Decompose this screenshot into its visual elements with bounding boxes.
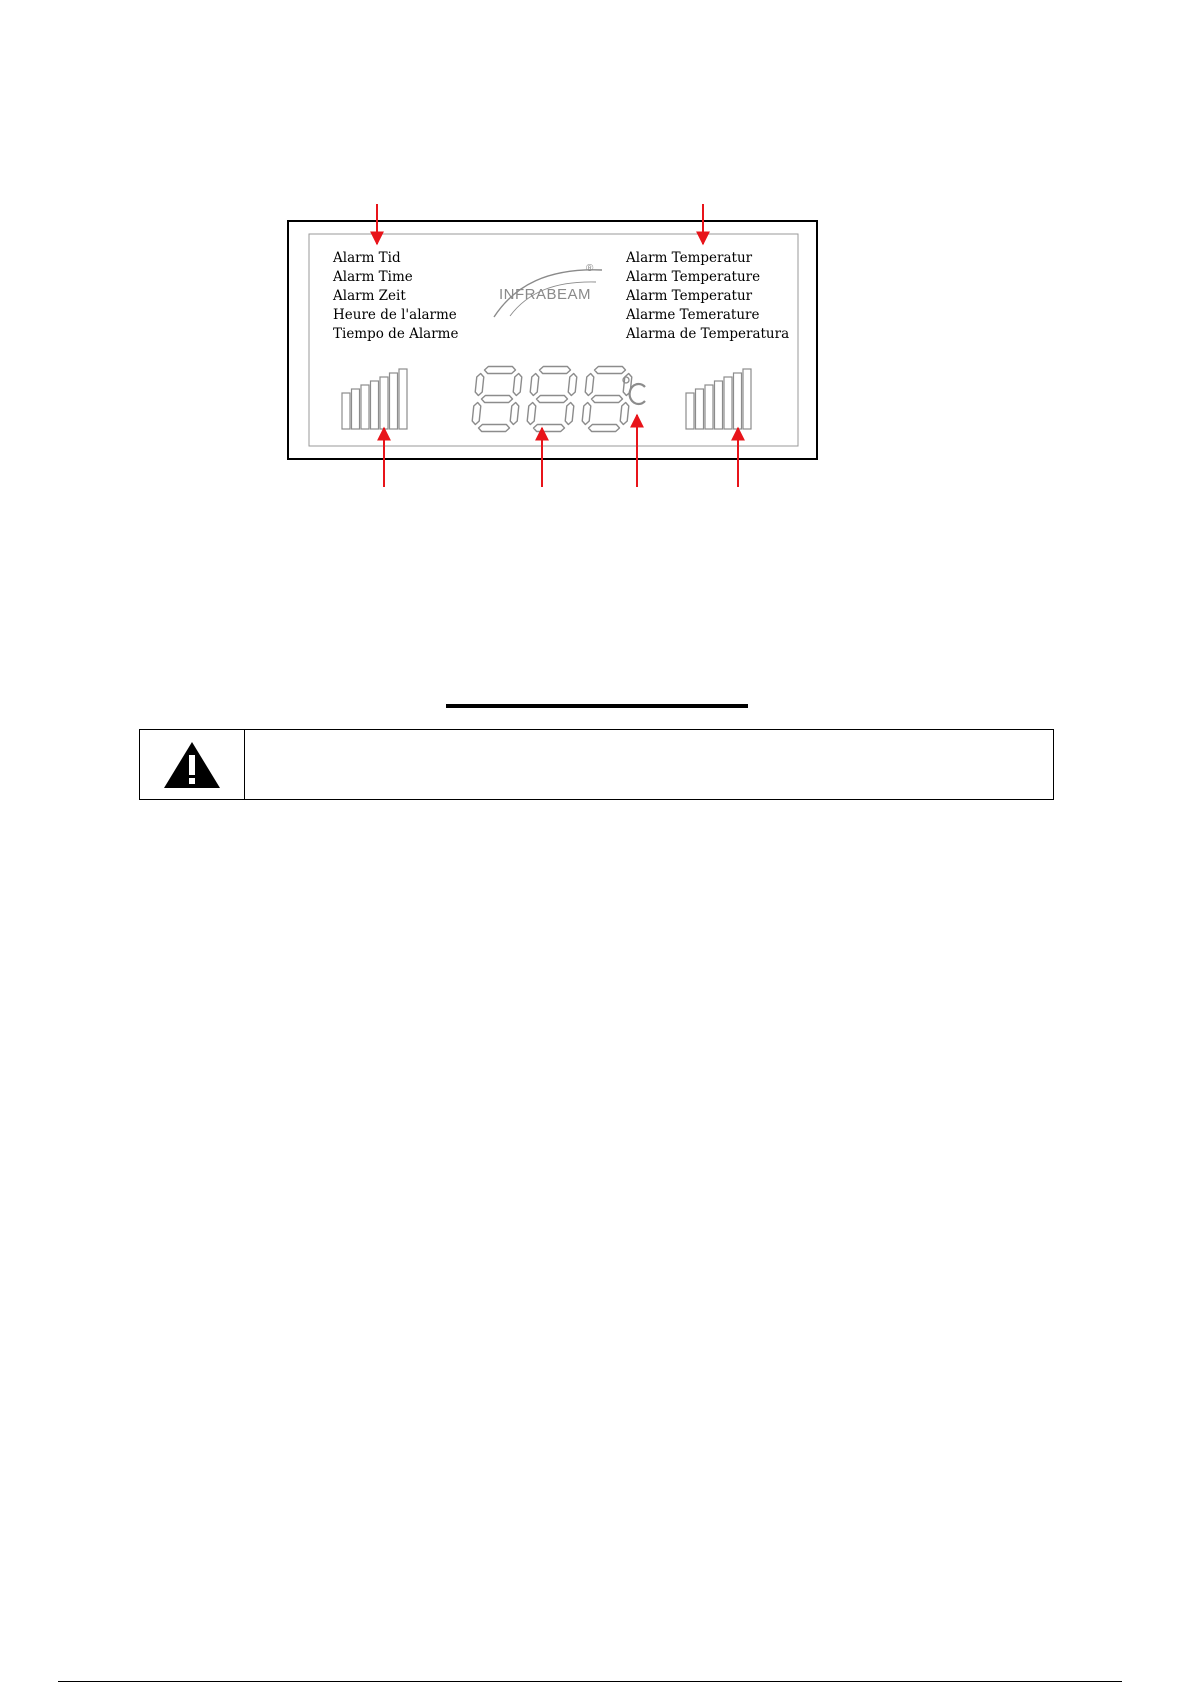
alarm-temperature-bar-segment [734, 373, 742, 429]
alarm-temperature-labels [625, 250, 789, 342]
alarm-time-bar-segment [352, 389, 360, 429]
digit-segment [510, 403, 519, 425]
seven-segment-digit [582, 367, 632, 432]
section-heading-rule [446, 704, 748, 708]
digit-segment [540, 367, 571, 374]
alarm-time-bargraph [342, 369, 407, 429]
warning-text-cell [245, 730, 1053, 799]
digit-segment [513, 374, 522, 396]
digit-segment [485, 367, 516, 374]
digit-segment [475, 374, 484, 396]
alarm-time-bar-segment [371, 381, 379, 429]
digit-segment [482, 396, 513, 403]
alarm-temperature-label: Alarm Temperatur [626, 288, 753, 304]
alarm-temperature-label: Alarm Temperature [626, 269, 761, 285]
alarm-time-label: Heure de l'alarme [333, 307, 457, 323]
digit-segment [568, 374, 577, 396]
alarm-time-bar-segment [380, 377, 388, 429]
seven-segment-digit [527, 367, 577, 432]
digit-segment [534, 425, 565, 432]
alarm-temperature-bar-segment [705, 385, 713, 429]
digit-segment [595, 367, 626, 374]
warning-icon-cell [140, 730, 245, 799]
callout-arrows [377, 204, 738, 487]
alarm-temperature-bar-segment [686, 393, 694, 429]
alarm-temperature-bar-segment [743, 369, 751, 429]
alarm-temperature-bar-segment [715, 381, 723, 429]
alarm-temperature-bar-segment [724, 377, 732, 429]
warning-triangle-icon [162, 740, 222, 790]
digit-segment [592, 396, 623, 403]
alarm-time-label: Alarm Tid [333, 250, 401, 266]
digit-segment [565, 403, 574, 425]
digit-segment [530, 374, 539, 396]
infrabeam-logo [494, 263, 602, 317]
alarm-time-bar-segment [361, 385, 369, 429]
digit-segment [620, 403, 629, 425]
alarm-temperature-label: Alarma de Temperatura [626, 326, 790, 342]
digit-segment [589, 425, 620, 432]
alarm-time-label: Alarm Zeit [333, 288, 406, 304]
warning-box [139, 729, 1054, 800]
alarm-time-bar-segment [399, 369, 407, 429]
digit-segment [479, 425, 510, 432]
footer-rule [58, 1681, 1122, 1682]
alarm-temperature-label: Alarm Temperatur [626, 250, 753, 266]
alarm-time-labels [332, 250, 458, 342]
alarm-temperature-label: Alarme Temerature [626, 307, 760, 323]
digit-segment [582, 403, 591, 425]
seven-segment-digit [472, 367, 522, 432]
digit-segment [472, 403, 481, 425]
celsius-unit-icon [623, 377, 645, 404]
digit-segment [527, 403, 536, 425]
digit-segment [537, 396, 568, 403]
alarm-temperature-bar-segment [696, 389, 704, 429]
digit-segment [585, 374, 594, 396]
alarm-time-bar-segment [390, 373, 398, 429]
alarm-time-label: Alarm Time [333, 269, 413, 285]
alarm-time-bar-segment [342, 393, 350, 429]
logo-registered-mark: ® [586, 263, 594, 274]
alarm-time-label: Tiempo de Alarme [333, 326, 459, 342]
logo-wordmark: INFRABEAM [499, 286, 592, 303]
seven-segment-display [472, 367, 632, 432]
alarm-temperature-bargraph [686, 369, 751, 429]
